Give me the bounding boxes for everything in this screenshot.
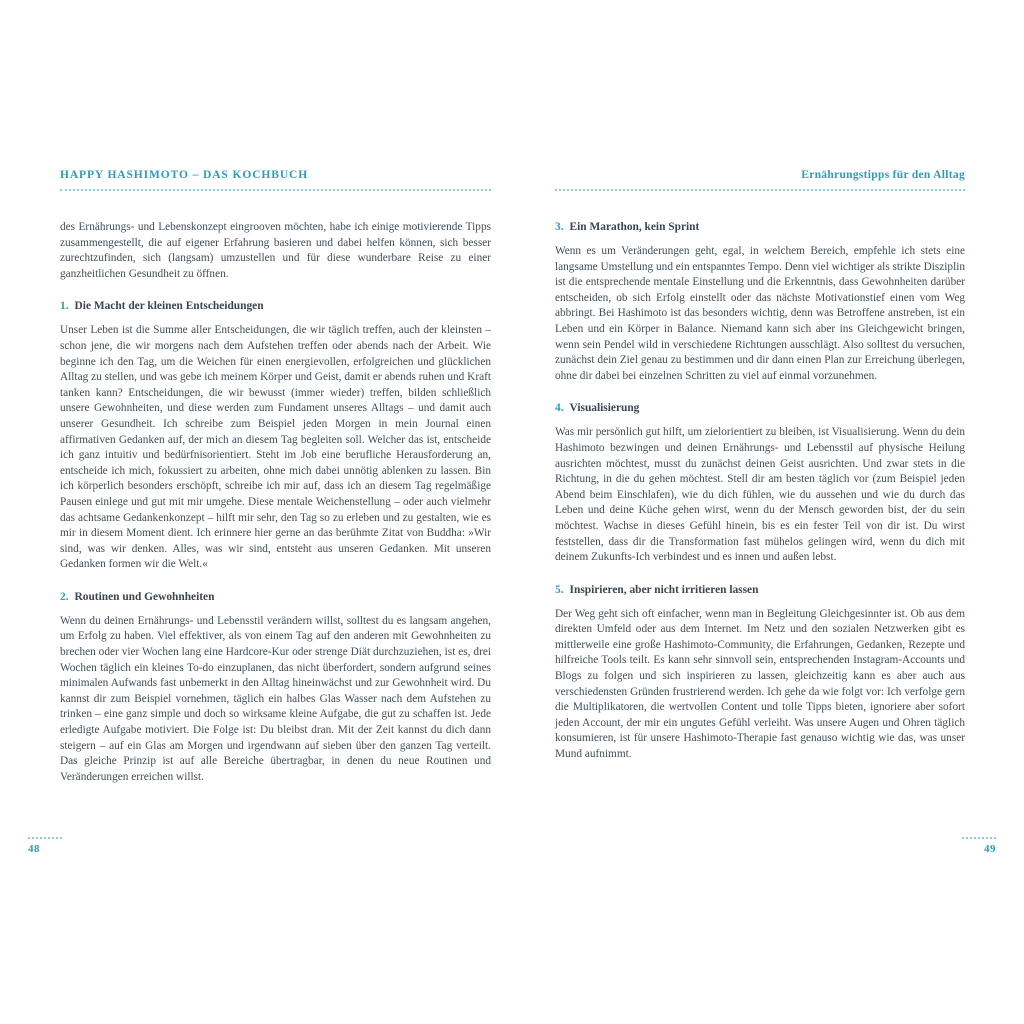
folio-dotted-rule-right (962, 837, 996, 839)
left-page-header (60, 168, 491, 191)
section-number: 4. (555, 402, 564, 415)
section-title: Visualisierung (569, 402, 640, 415)
section-number: 3. (555, 221, 564, 233)
folio-dotted-rule-left (28, 837, 62, 839)
section-body: Unser Leben ist die Summe aller Entscheidungen, die wir täglich treffen, auch der kleinsten – schon jene, die wir morgens nach dem Aufstehen treffen oder abends nach der Arbeit. Wie beginne ich den Tag, um die Weichen für einen energievollen, erfolgreichen und glücklichen Alltag zu stellen, und was gebe ich meinem Körper und Geist, damit er abends ruhen und Kraft tanken kann? Entscheidungen, die wir bewusst (immer wieder) treffen, bilden schließlich unsere Gewohnheiten, und diese werden zum Fundament unseres Alltags – und damit auch unserer Gesundheit. Ich schreibe zum Beispiel jeden Morgen in mein Journal einen affirmativen Gedanken auf, der mich an diesem Tag begleiten soll. Welcher das ist, entscheide ich ganz intuitiv und bedürfnisorientiert. Steht im Job eine berufliche Herausforderung an, entscheide ich mich, fokussiert zu arbeiten, ohne mich dabei unnötig ablenken zu lassen. Bin ich körperlich besonders erschöpft, schreibe ich mir auf, dass ich an diesem Tag regelmäßige Pausen einlege und gut mit mir umgehe. Diese mentale Weichenstellung – oder auch vielmehr das achtsame Gedankenkonzept – hilft mir sehr, den Tag so zu erleben und zu gestalten, wie es mir in diesem Moment dient. Ich erinnere hier gerne an das berühmte Zitat von Buddha: »Wir sind, was wir denken. Alles, was wir sind, entsteht aus unseren Gedanken. Mit unseren Gedanken formen wir die Welt.« (60, 324, 491, 571)
left-page-body (60, 191, 491, 785)
running-head-right: Ernährungstipps für den Alltag (801, 169, 965, 181)
section-title: Inspirieren, aber nicht irritieren lassen (569, 583, 759, 596)
section-heading-5 (555, 583, 965, 598)
page-number-left: 48 (28, 843, 40, 855)
section-body: Was mir persönlich gut hilft, um zielorientiert zu bleiben, ist Visualisierung. Wenn du dein Hashimoto bezwingen und deinen Ernährungs- und Lebensstil auf physische Heilung ausrichten möchtest, musst du zunächst deinen Geist ausrichten. Und zwar stets in die Richtung, in die du gehen möchtest. Stell dir am besten täglich vor (zum Beispiel jeden Abend beim Einschlafen), wie du dich fühlen, wie du aussehen und wie du durch das Leben und deine Küche gehen wirst, wenn du der Mensch geworden bist, der du sein möchtest. Wachse in dieses Gefühl hinein, bis es ein fester Teil von dir ist. Du wirst feststellen, dass dir die Transformation fast mühelos gelingen wird, wenn du dich mit deinem Zukunfts-Ich verbindest und es innen und außen lebst. (555, 426, 965, 564)
running-head-left: HAPPY HASHIMOTO – DAS KOCHBUCH (60, 169, 309, 181)
section-heading-1 (60, 299, 491, 314)
right-page (555, 168, 965, 763)
section-number: 1. (60, 300, 69, 313)
section-heading-4 (555, 401, 965, 416)
folio-right (962, 837, 996, 855)
section-heading-3 (555, 220, 965, 235)
right-page-body (555, 191, 965, 763)
section-body: Wenn du deinen Ernährungs- und Lebensstil verändern willst, solltest du es langsam angehen, um Erfolg zu haben. Viel effektiver, als von einem Tag auf den anderen mit Gewohnheiten zu brechen oder vier Wochen lang eine Hardcore-Kur oder strenge Diät durchzuziehen, ist es, drei Wochen täglich ein kleines To-do einzuplanen, das nicht überfordert, sondern aufgrund seines minimalen Aufwands fast unbemerkt in den Alltag hineinwächst und zur Gewohnheit wird. Du kannst dir zum Beispiel vornehmen, täglich ein halbes Glas Wasser nach dem Aufstehen zu trinken – eine ganz simple und doch so wirksame kleine Aufgabe, die gut zu schaffen ist. Jede erledigte Aufgabe motiviert. Die Folge ist: Du bleibst dran. Mit der Zeit kannst du dich dann steigern – auf ein Glas am Morgen und irgendwann auf sieben über den ganzen Tag verteilt. Das gleiche Prinzip ist auf alle Bereiche übertragbar, in denen du neue Routinen und Veränderungen erreichen willst. (60, 614, 491, 783)
intro-paragraph: des Ernährungs- und Lebenskonzept eingrooven möchten, habe ich einige motivierende Tipps zusammengestellt, die auf eigener Erfahrung basieren und dabei helfen können, sich besser zurechtzufinden, sich (langsam) umzustellen und für diese wunderbare Reise zu einer ganzheitlichen Gesundheit zu öffnen. (60, 221, 491, 280)
section-title: Routinen und Gewohnheiten (74, 590, 215, 603)
folio-left (28, 837, 62, 855)
section-heading-2 (60, 590, 491, 605)
left-page (60, 168, 491, 785)
section-body: Wenn es um Veränderungen geht, egal, in welchem Bereich, empfehle ich stets eine langsame Umstellung und ein entspanntes Tempo. Denn viel wichtiger als strikte Disziplin ist die entsprechende mentale Einstellung und die Erkenntnis, dass Gewohnheiten darüber entscheiden, ob sich Erfolg einstellt oder das nächste Motivationstief einen vom Weg abbringt. Bei Hashimoto ist das besonders wichtig, denn was Betroffene anstreben, ist ein Leben und ein Körper in Balance. Niemand kann sich aber ins Gleichgewicht bringen, wenn sein Pendel wild in verschiedene Richtungen ausschlägt. Also solltest du versuchen, zunächst dein Ziel genau zu bestimmen und dir dann einen Plan zur Erreichung überlegen, ohne dir dabei bei einzelnen Schritten zu viel auf einmal vorzunehmen. (555, 245, 966, 382)
section-title: Ein Marathon, kein Sprint (569, 221, 700, 233)
section-title: Die Macht der kleinen Entscheidungen (74, 300, 264, 313)
section-number: 5. (555, 583, 564, 596)
right-page-header (555, 168, 965, 191)
section-body: Der Weg geht sich oft einfacher, wenn man in Begleitung Gleichgesinnter ist. Ob aus dem direkten Umfeld oder aus dem Internet. Im Netz und den sozialen Netzwerken gibt es mittlerweile eine große Hashimoto-Community, die Erfahrungen, Gedanken, Rezepte und hilfreiche Tools teilt. Es kann sehr sinnvoll sein, entsprechenden Instagram-Accounts und Blogs zu folgen und sich inspirieren zu lassen, gleichzeitig kann es aber auch aus verschiedensten Gründen frustrierend werden. Ich gehe da wie folgt vor: Ich verfolge gern die Multiplikatoren, die wertvollen Content und tolle Tipps bieten, ignoriere aber sofort jeden Account, der mir ein ungutes Gefühl verleiht. Was unsere Augen und Ohren täglich konsumieren, ist für unsere Hashimoto-Therapie fast genauso wichtig wie das, was unser Mund aufnimmt. (555, 607, 965, 761)
section-number: 2. (60, 590, 69, 603)
page-number-right: 49 (984, 843, 996, 855)
